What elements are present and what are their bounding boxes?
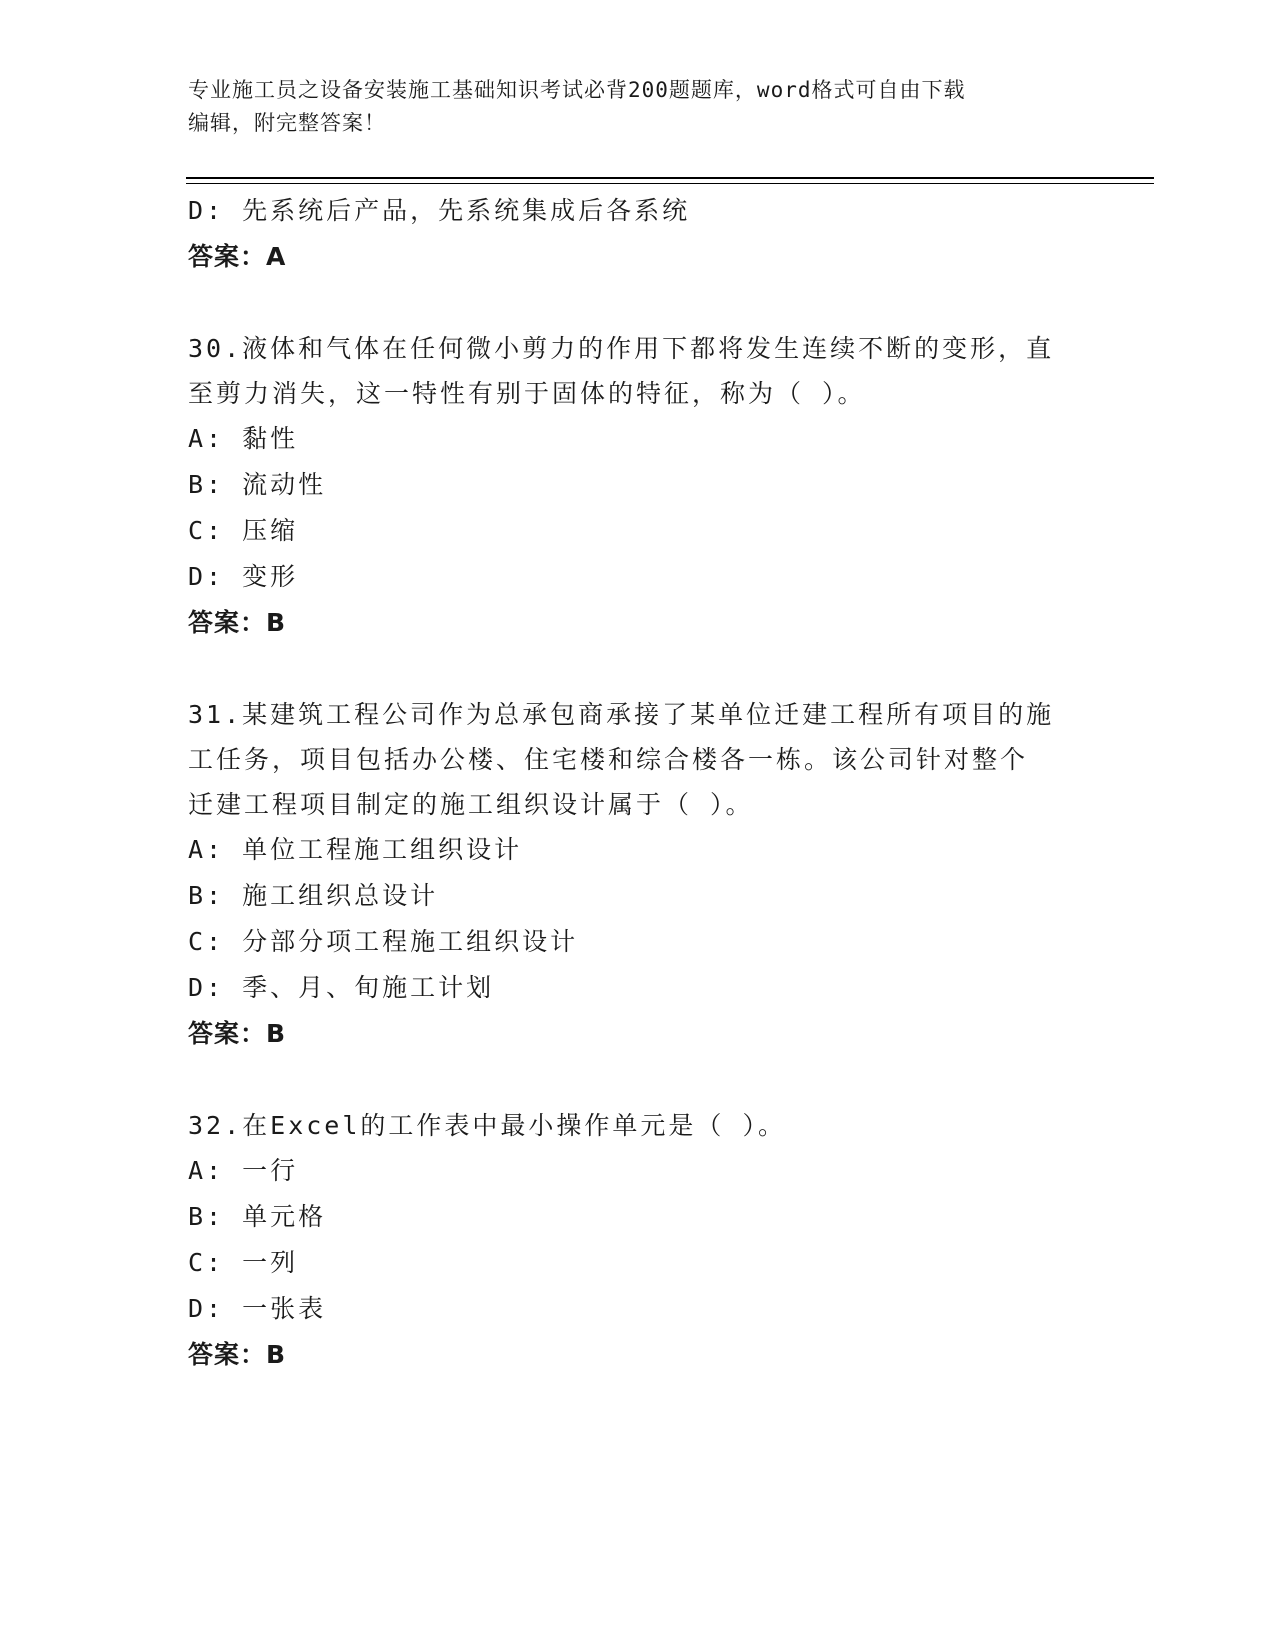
question-text-line: 30.液体和气体在任何微小剪力的作用下都将发生连续不断的变形，直 (188, 334, 1055, 363)
spacer (188, 646, 1088, 692)
question-text-line: 至剪力消失，这一特性有别于固体的特征，称为（ ）。 (188, 379, 866, 408)
option-a: A: 一行 (188, 1156, 299, 1185)
spacer (188, 1057, 1088, 1103)
question-text-line: 工任务，项目包括办公楼、住宅楼和综合楼各一栋。该公司针对整个 (188, 745, 1029, 774)
option-d: D: 先系统后产品，先系统集成后各系统 (188, 196, 691, 225)
document-header (188, 74, 1088, 140)
question-text-line: 迁建工程项目制定的施工组织设计属于（ ）。 (188, 790, 754, 819)
option-a: A: 单位工程施工组织设计 (188, 835, 523, 864)
question-30 (188, 326, 1088, 646)
answer-line: 答案：B (188, 1340, 287, 1369)
option-b: B: 单元格 (188, 1202, 327, 1231)
option-c: C: 一列 (188, 1248, 299, 1277)
option-b: B: 流动性 (188, 470, 327, 499)
answer-line: 答案：A (188, 242, 287, 271)
header-title-line-1: 专业施工员之设备安装施工基础知识考试必背200题题库，word格式可自由下载 (188, 78, 966, 102)
spacer (188, 280, 1088, 326)
option-b: B: 施工组织总设计 (188, 881, 439, 910)
option-d: D: 一张表 (188, 1294, 327, 1323)
option-c: C: 分部分项工程施工组织设计 (188, 927, 579, 956)
header-title-line-2: 编辑，附完整答案！ (188, 111, 386, 135)
question-31 (188, 692, 1088, 1057)
option-d: D: 季、月、旬施工计划 (188, 973, 495, 1002)
question-list (188, 188, 1088, 1378)
question-text-line: 32.在Excel的工作表中最小操作单元是（ ）。 (188, 1111, 786, 1140)
question-32 (188, 1103, 1088, 1378)
answer-line: 答案：B (188, 1019, 287, 1048)
header-divider-thin (186, 183, 1154, 184)
header-divider-thick (186, 177, 1154, 179)
option-c: C: 压缩 (188, 516, 299, 545)
question-text-line: 31.某建筑工程公司作为总承包商承接了某单位迁建工程所有项目的施 (188, 700, 1055, 729)
option-d: D: 变形 (188, 562, 299, 591)
option-a: A: 黏性 (188, 424, 299, 453)
answer-line: 答案：B (188, 608, 287, 637)
